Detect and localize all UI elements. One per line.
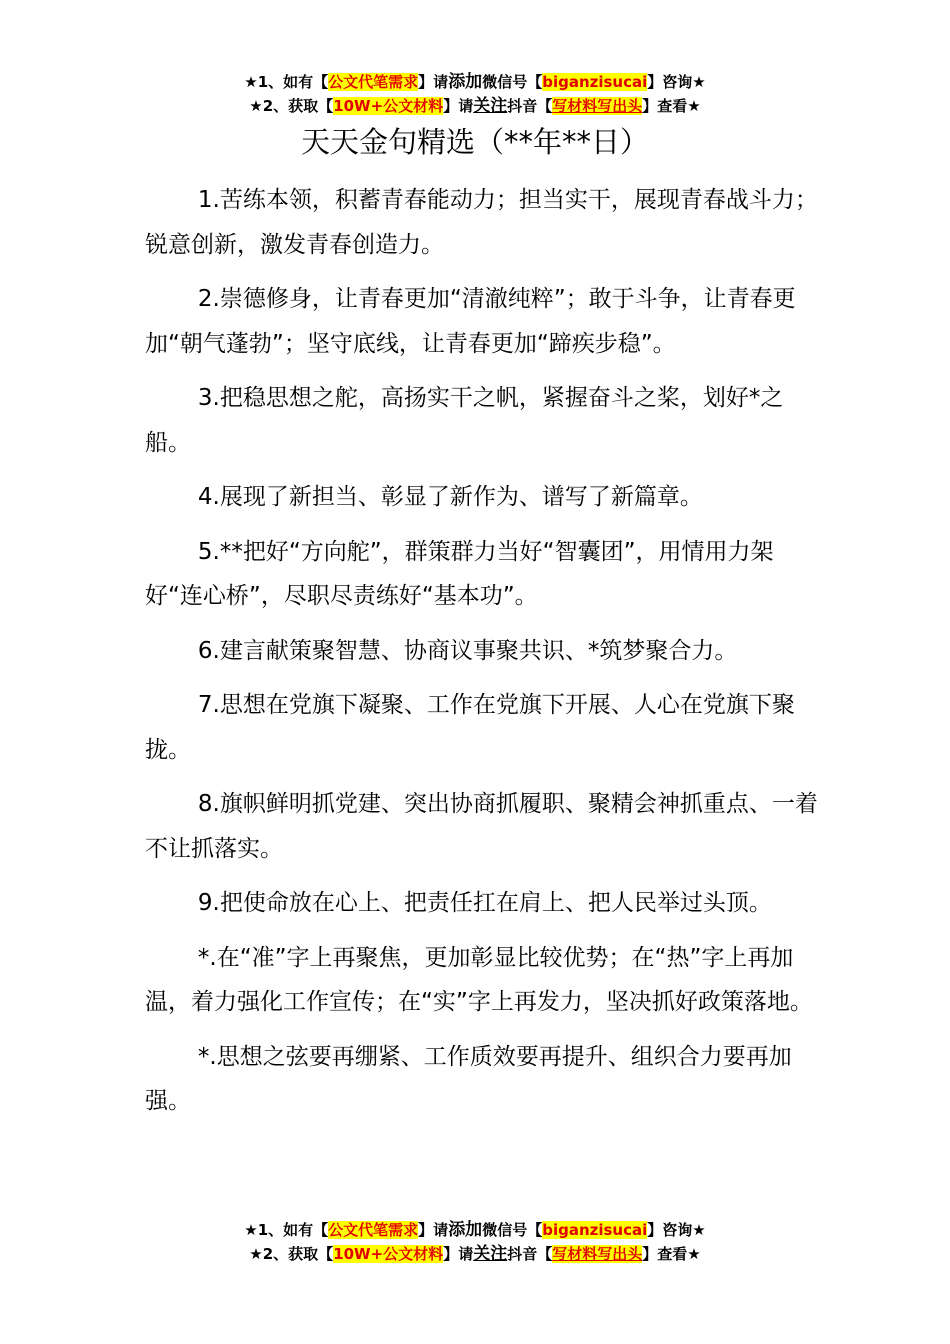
banner-emphasis: 添加 (448, 1220, 483, 1240)
paragraph-11: *.思想之弦要再绷紧、工作质效要再提升、组织合力要再加强。 (145, 1043, 792, 1114)
banner-text: 微信号【 (482, 1221, 543, 1239)
banner-highlight: 公文代笔需求 (328, 73, 419, 91)
banner-emphasis: 关注 (473, 96, 508, 116)
banner-text: ★2、获取【 (249, 97, 334, 115)
banner-text: 】咨询★ (647, 73, 706, 91)
banner-text: 】请 (443, 97, 474, 115)
banner-text: 】请 (443, 1245, 474, 1263)
banner-highlight: 10W+公文材料 (333, 97, 444, 115)
banner-emphasis: 关注 (473, 1244, 508, 1264)
banner-highlight: biganzisucai (542, 73, 648, 91)
paragraph-7: 7.思想在党旗下凝聚、工作在党旗下开展、人心在党旗下聚拢。 (145, 692, 795, 763)
top-banner (0, 70, 950, 118)
banner-line-1 (0, 70, 950, 94)
page-title: 天天金句精选（**年**日） (300, 125, 649, 159)
paragraph-1: 1.苦练本领，积蓄青春能动力；担当实干，展现青春战斗力；锐意创新，激发青春创造力。 (145, 187, 818, 258)
paragraph-6: 6.建言献策聚智慧、协商议事聚共识、*筑梦聚合力。 (197, 637, 738, 664)
paragraph-8: 8.旗帜鲜明抓党建、突出协商抓履职、聚精会神抓重点、一着不让抓落实。 (145, 791, 818, 862)
banner-text: 抖音【 (507, 1245, 553, 1263)
document-body (145, 178, 825, 1134)
paragraph-3: 3.把稳思想之舵，高扬实干之帆，紧握奋斗之桨，划好*之船。 (145, 385, 784, 456)
banner-emphasis: 添加 (448, 72, 483, 92)
banner-highlight: biganzisucai (542, 1221, 648, 1239)
banner-text: 】查看★ (642, 97, 701, 115)
paragraph-9: 9.把使命放在心上、把责任扛在肩上、把人民举过头顶。 (197, 890, 772, 916)
paragraph-10: *.在“准”字上再聚焦，更加彰显比较优势；在“热”字上再加温，着力强化工作宣传；在“实”字上再发力，坚决抓好政策落地。 (145, 944, 813, 1015)
paragraph-4: 4.展现了新担当、彰显了新作为、谱写了新篇章。 (197, 484, 703, 510)
banner-highlight: 公文代笔需求 (328, 1221, 419, 1239)
banner-line-2 (0, 94, 950, 118)
banner-text: 抖音【 (507, 97, 553, 115)
banner-line-1 (0, 1218, 950, 1242)
paragraph-5: 5.**把好“方向舵”，群策群力当好“智囊团”，用情用力架好“连心桥”，尽职尽责练好“基本功”。 (145, 538, 774, 609)
banner-text: 】请 (418, 73, 449, 91)
banner-text: ★1、如有【 (244, 73, 329, 91)
bottom-banner (0, 1218, 950, 1266)
banner-text: ★2、获取【 (249, 1245, 334, 1263)
banner-line-2 (0, 1242, 950, 1266)
banner-text: ★1、如有【 (244, 1221, 329, 1239)
banner-text: 】查看★ (642, 1245, 701, 1263)
banner-highlight: 写材料写出头 (552, 1245, 643, 1263)
banner-text: 微信号【 (482, 73, 543, 91)
banner-highlight: 10W+公文材料 (333, 1245, 444, 1263)
banner-highlight: 写材料写出头 (552, 97, 643, 115)
banner-text: 】请 (418, 1221, 449, 1239)
banner-text: 】咨询★ (647, 1221, 706, 1239)
paragraph-2: 2.崇德修身，让青春更加“清澈纯粹”；敢于斗争，让青春更加“朝气蓬勃”；坚守底线，让青春更加“蹄疾步稳”。 (145, 286, 796, 357)
